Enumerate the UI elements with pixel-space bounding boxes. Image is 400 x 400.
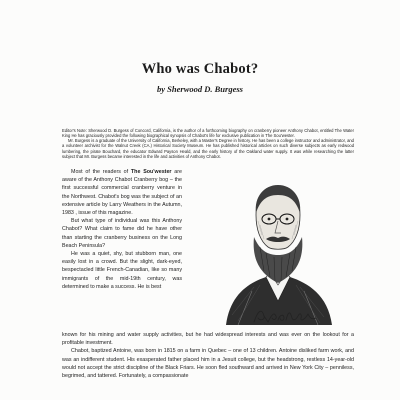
intro-text-a: Most of the readers of bbox=[71, 169, 131, 175]
question-paragraph: But what type of individual was this Anthony Chabot? What claim to fame did he have other than starting the cranberry business on the Long Beach Peninsula? bbox=[62, 218, 182, 249]
character-paragraph-continued: known for his mining and water supply activities, but he had widespread interests and was ever on the lookout for a profitable investment. bbox=[62, 332, 354, 347]
intro-paragraph bbox=[62, 168, 182, 217]
article-column bbox=[62, 168, 182, 291]
magazine-name: The Sou'wester bbox=[130, 169, 172, 175]
editor-note bbox=[62, 128, 354, 159]
author-bio-paragraph: Mr. Burgess is a graduate of the University of California, Berkeley, with a Master's Degree in history. He has been a college instructor and administrator, and a volunteer archivist for the Walnut Creek (CA.) Historical Society Museum. He has published historical articles on such diverse subjects as early redwood lumbering, the pirate Bouchard, the educator Edward Payson Heald, and the early history of the Oakland water supply. It was while researching the latter subject that Mr. Burgess became interested in the life and activities of Anthony Chabot. bbox=[62, 138, 354, 159]
article-title: Who was Chabot? bbox=[141, 61, 259, 77]
chabot-portrait-engraving bbox=[208, 175, 348, 325]
birth-paragraph: Chabot, baptized Antoine, was born in 1815 on a farm in Quebec – one of 13 children. Antoine disliked farm work, and was an indifferent student. His exasperated father placed him in a Jesuit college, but the headstrong, restless 14-year-old would not accept the strict discipline of the Black Friars. He soon fled southward and arrived in New York City – penniless, begrimed, and tattered. Fortunately, a compassionate bbox=[62, 348, 354, 380]
character-paragraph: He was a quiet, shy, but stubborn man, one easily lost in a crowd. But the slight, dark-eyed, bespectacled little French-Canadian, like so many immigrants of the mid-19th century, was determined to make a success. He is best bbox=[62, 251, 182, 290]
editor-note-paragraph: Editor's Note: Sherwood D. Burgess of Concord, California, is the author of a forthcoming biography on cranberry pioneer Anthony Chabot, entitled The Water King He has graciously provided the following biographical synopsis of Chabot's life for exclusive publication in The Sou'wester. bbox=[62, 128, 354, 139]
intro-text-c: are aware of the Anthony Chabot Cranberry bog – the first successful commercial cranberry venture in the Northwest. Chabot's bog was the subject of an extensive article by Larry Weathers in the Autumn, 1983 , issue of this magazine. bbox=[62, 169, 182, 217]
article-byline: by Sherwood D. Burgess bbox=[157, 84, 243, 94]
chabot-signature bbox=[250, 306, 320, 326]
article-body-full-width bbox=[62, 331, 354, 380]
